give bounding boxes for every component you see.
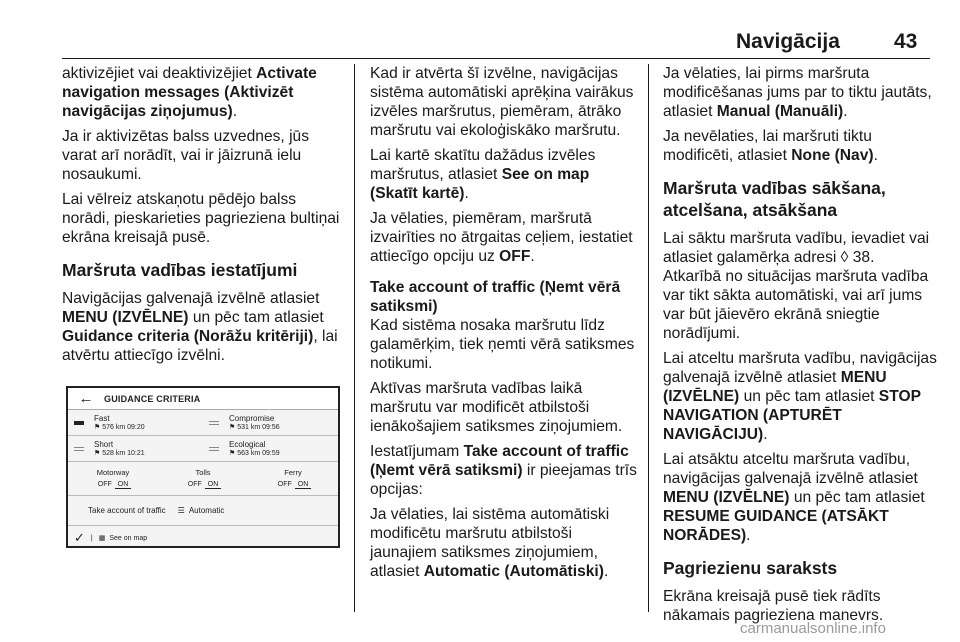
text: .	[746, 527, 751, 544]
tolls-toggle	[185, 468, 222, 495]
menu-option: None (Nav)	[791, 147, 874, 164]
paragraph	[370, 442, 638, 499]
toggle-off: OFF	[97, 481, 112, 488]
text: .	[232, 103, 238, 120]
list-icon: ☰	[177, 506, 185, 515]
text: .	[464, 185, 469, 202]
section-heading: Maršruta vadības iestatījumi	[62, 260, 298, 280]
paragraph	[663, 349, 938, 444]
section-heading: Maršruta vadības sākšana, atcelšana, atsākšana	[663, 178, 886, 220]
menu-option: OFF	[499, 248, 531, 265]
route-detail: 531 km 09:56	[237, 423, 280, 431]
text: ir pieejamas trīs opcijas:	[370, 462, 637, 498]
figure-title-bar	[68, 388, 338, 410]
page-header-title: Navigācija	[736, 30, 840, 53]
column-2	[370, 64, 638, 587]
text: Iestatījumam	[370, 443, 464, 460]
text: aktivizējiet vai deaktivizējiet	[62, 65, 257, 82]
figure-traffic-row	[68, 496, 338, 526]
text: .	[873, 147, 878, 164]
header-rule	[62, 58, 930, 59]
route-label: Short	[94, 439, 114, 449]
column-rule-2	[648, 64, 649, 612]
figure-avoid-row	[68, 462, 338, 496]
motorway-toggle	[95, 468, 132, 495]
text: Lai atceltu maršruta vadību, navigācijas galvenajā izvēlnē atlasiet	[663, 350, 937, 386]
text: Lai kartē skatītu dažādus izvēles maršrutus, atlasiet	[370, 147, 596, 183]
paragraph: Kad sistēma nosaka maršrutu līdz galamērķim, tiek ņemti vērā satiksmes notikumi.	[370, 317, 635, 372]
route-detail: 576 km 09:20	[102, 423, 145, 431]
paragraph: Kad ir atvērta šī izvēlne, navigācijas sistēma automātiski aprēķina vairākus izvēles maršrutus, piemēram, ātrāko maršrutu vai ekoloģiskāko maršrutu.	[370, 65, 634, 139]
text: Lai atsāktu atceltu maršruta vadību, navigācijas galvenajā izvēlnē atlasiet	[663, 451, 918, 487]
paragraph: Lai vēlreiz atskaņotu pēdējo balss norādi, pieskarieties pagrieziena bultiņai ekrāna kreisajā pusē.	[62, 191, 340, 246]
figure-route-row	[68, 436, 338, 462]
paragraph	[663, 64, 938, 121]
menu-option: Guidance criteria (Norāžu kritēriji)	[62, 328, 314, 345]
route-detail: 528 km 10:21	[102, 449, 145, 457]
column-1	[62, 64, 344, 371]
flag-icon: ⚑	[229, 423, 238, 431]
menu-option: Automatic (Automātiski)	[423, 563, 604, 580]
text: Ja vēlaties, piemēram, maršrutā izvairīties no ātrgaitas ceļiem, iestatiet attiecīgo opciju uz	[370, 210, 633, 265]
text: , lai atvērtu attiecīgo izvēlni.	[62, 328, 338, 364]
paragraph	[62, 289, 344, 365]
route-selected-icon	[74, 421, 84, 425]
text: .	[763, 426, 768, 443]
menu-option: MENU (IZVĒLNE)	[663, 489, 790, 506]
column-rule-1	[354, 64, 355, 612]
toggle-label: Tolls	[195, 468, 211, 477]
paragraph: Ekrāna kreisajā pusē tiek rādīts nākamais pagrieziena manevrs.	[663, 588, 884, 624]
route-label: Compromise	[229, 413, 275, 423]
traffic-label: Take account of traffic	[88, 506, 166, 515]
route-compromise	[203, 410, 338, 435]
text: un pēc tam atlasiet	[739, 388, 879, 405]
menu-option: Activate navigation messages (Aktivizēt navigācijas ziņojumus)	[62, 65, 317, 120]
paragraph	[62, 64, 344, 121]
text: .	[843, 103, 848, 120]
text: un pēc tam atlasiet	[188, 309, 324, 326]
text: Ja nevēlaties, lai maršruti tiktu modificēti, atlasiet	[663, 128, 872, 164]
route-label: Ecological	[229, 439, 266, 449]
divider: |	[90, 534, 93, 542]
text: Ja vēlaties, lai pirms maršruta modificēšanas jums par to tiktu jautāts, atlasiet	[663, 65, 932, 120]
text: un pēc tam atlasiet	[789, 489, 925, 506]
toggle-on: ON	[295, 481, 312, 489]
text: Ja vēlaties, lai sistēma automātiski modificētu maršrutu atbilstoši jaunajiem satiksmes ziņojumiem, atlasiet	[370, 506, 610, 580]
toggle-label: Motorway	[96, 468, 130, 477]
route-icon	[209, 421, 219, 425]
paragraph: Atkarībā no situācijas maršruta vadība var tikt sākta automātiski, vai arī jums var būt jāievēro ekrānā sniegtie norādījumi.	[663, 268, 929, 342]
route-label: Fast	[94, 413, 110, 423]
menu-option: MENU (IZVĒLNE)	[663, 369, 887, 405]
paragraph	[663, 127, 938, 165]
traffic-value: Automatic	[188, 506, 225, 515]
route-icon	[74, 447, 84, 451]
flag-icon: ⚑	[229, 449, 238, 457]
menu-option: See on map (Skatīt kartē)	[370, 166, 590, 202]
check-icon: ✓	[74, 530, 85, 545]
ferry-toggle	[275, 468, 312, 495]
figure-route-row	[68, 410, 338, 436]
toggle-off: OFF	[187, 481, 202, 488]
route-detail: 563 km 09:59	[237, 449, 280, 457]
paragraph: Ja ir aktivizētas balss uzvednes, jūs varat arī norādīt, vai ir jāizrunā ielu nosaukumi.	[62, 128, 310, 183]
route-icon	[209, 447, 219, 451]
column-3	[663, 64, 938, 631]
figure-title: GUIDANCE CRITERIA	[104, 393, 201, 404]
flag-icon: ⚑	[94, 449, 103, 457]
page-number: 43	[894, 30, 918, 53]
menu-option: MENU (IZVĒLNE)	[62, 309, 189, 326]
menu-option: RESUME GUIDANCE (ATSĀKT NORĀDES)	[663, 508, 889, 544]
subsection-heading: Take account of traffic (Ņemt vērā satiksmi)	[370, 279, 621, 315]
route-ecological	[203, 436, 338, 461]
paragraph	[663, 450, 938, 545]
toggle-off: OFF	[277, 481, 292, 488]
figure-footer	[68, 526, 338, 550]
menu-option: Take account of traffic (Ņemt vērā satiksmi)	[370, 443, 629, 479]
route-short	[68, 436, 203, 461]
paragraph: Aktīvas maršruta vadības laikā maršrutu var modificēt atbilstoši ienākošajiem satiksmes ziņojumiem.	[370, 380, 623, 435]
paragraph: Lai sāktu maršruta vadību, ievadiet vai atlasiet galamērķa adresi ◊ 38.	[663, 230, 930, 266]
menu-option: Manual (Manuāli)	[716, 103, 844, 120]
section-heading: Pagriezienu saraksts	[663, 558, 838, 578]
back-arrow-icon: ←	[78, 390, 94, 407]
flag-icon: ⚑	[94, 423, 103, 431]
map-icon: ▦	[98, 535, 106, 542]
see-on-map-label: See on map	[109, 534, 148, 542]
toggle-on: ON	[205, 481, 222, 489]
paragraph	[370, 505, 638, 581]
menu-option: STOP NAVIGATION (APTURĒT NAVIGĀCIJU)	[663, 388, 921, 443]
guidance-criteria-figure	[66, 386, 340, 548]
paragraph	[370, 209, 638, 266]
text: Navigācijas galvenajā izvēlnē atlasiet	[62, 290, 320, 307]
text: .	[530, 248, 535, 265]
toggle-label: Ferry	[284, 468, 302, 477]
text: .	[603, 563, 609, 580]
watermark: carmanualsonline.info	[740, 620, 886, 637]
paragraph	[370, 146, 638, 203]
toggle-on: ON	[115, 481, 132, 489]
route-fast	[68, 410, 203, 435]
